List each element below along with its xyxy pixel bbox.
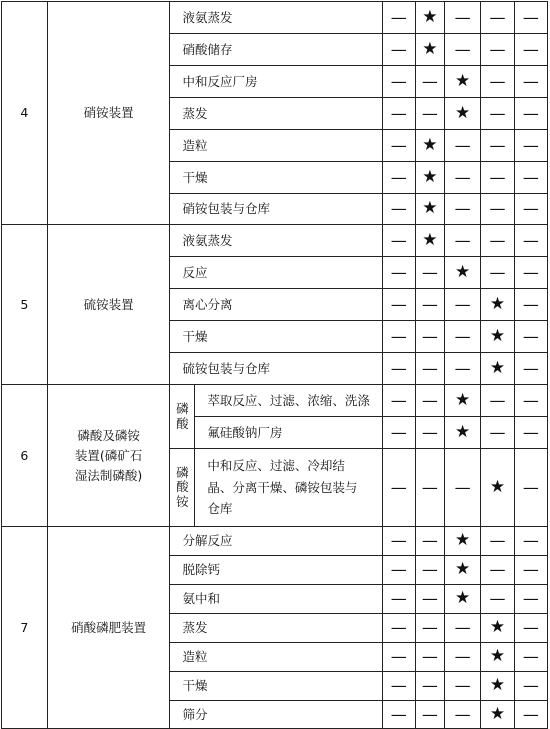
process-name-cell: 硫铵包装与仓库 — [170, 353, 382, 385]
dash-mark-cell: — — [481, 385, 514, 417]
dash-mark-cell: — — [382, 257, 415, 289]
dash-mark-cell: — — [444, 225, 480, 257]
process-name-cell: 蒸发 — [170, 98, 382, 130]
star-mark-cell: ★ — [444, 556, 480, 585]
dash-mark-cell: — — [444, 289, 480, 321]
dash-mark-cell: — — [514, 2, 547, 34]
dash-mark-cell: — — [514, 130, 547, 162]
dash-mark-cell: — — [415, 672, 444, 701]
dash-mark-cell: — — [382, 289, 415, 321]
dash-mark-cell: — — [514, 162, 547, 194]
dash-mark-cell: — — [382, 321, 415, 353]
star-mark-cell: ★ — [481, 643, 514, 672]
dash-mark-cell: — — [382, 353, 415, 385]
star-mark-cell: ★ — [481, 353, 514, 385]
dash-mark-cell: — — [514, 701, 547, 729]
table-row — [2, 2, 548, 34]
device-name-cell — [47, 385, 170, 527]
process-name-cell: 分解反应 — [170, 527, 382, 556]
dash-mark-cell: — — [382, 449, 415, 527]
dash-mark-cell: — — [415, 66, 444, 98]
dash-mark-cell: — — [444, 162, 480, 194]
dash-mark-cell: — — [444, 614, 480, 643]
dash-mark-cell: — — [514, 643, 547, 672]
dash-mark-cell: — — [481, 2, 514, 34]
dash-mark-cell: — — [514, 257, 547, 289]
dash-mark-cell: — — [415, 417, 444, 449]
process-name-cell: 干燥 — [170, 162, 382, 194]
process-name-line: 晶、分离干燥、磷铵包装与 — [207, 479, 358, 495]
dash-mark-cell: — — [382, 225, 415, 257]
dash-mark-cell: — — [514, 672, 547, 701]
star-mark-cell: ★ — [415, 225, 444, 257]
dash-mark-cell: — — [481, 257, 514, 289]
dash-mark-cell: — — [481, 417, 514, 449]
dash-mark-cell: — — [382, 34, 415, 66]
process-name-cell: 干燥 — [170, 672, 382, 701]
dash-mark-cell: — — [415, 701, 444, 729]
dash-mark-cell: — — [415, 385, 444, 417]
star-mark-cell: ★ — [481, 614, 514, 643]
star-mark-cell: ★ — [444, 98, 480, 130]
dash-mark-cell: — — [382, 66, 415, 98]
dash-mark-cell: — — [415, 353, 444, 385]
table-row — [2, 527, 548, 556]
star-mark-cell: ★ — [444, 527, 480, 556]
dash-mark-cell: — — [481, 34, 514, 66]
dash-mark-cell: — — [444, 643, 480, 672]
dash-mark-cell: — — [444, 34, 480, 66]
dash-mark-cell: — — [382, 672, 415, 701]
dash-mark-cell: — — [514, 556, 547, 585]
dash-mark-cell: — — [382, 130, 415, 162]
star-mark-cell: ★ — [481, 449, 514, 527]
process-name-cell: 氟硅酸钠厂房 — [195, 417, 382, 449]
dash-mark-cell: — — [415, 289, 444, 321]
sub-group-label-phosphoric-acid: 磷 酸 — [170, 385, 195, 449]
dash-mark-cell: — — [415, 614, 444, 643]
dash-mark-cell: — — [514, 289, 547, 321]
dash-mark-cell: — — [514, 614, 547, 643]
dash-mark-cell: — — [415, 98, 444, 130]
process-name-cell: 中和反应厂房 — [170, 66, 382, 98]
process-name-cell — [195, 449, 382, 527]
table-row — [2, 385, 548, 417]
process-name-cell: 筛分 — [170, 701, 382, 729]
dash-mark-cell: — — [382, 194, 415, 225]
process-name-cell: 液氨蒸发 — [170, 225, 382, 257]
process-name-cell: 氨中和 — [170, 585, 382, 614]
dash-mark-cell: — — [444, 672, 480, 701]
item-number-cell: 7 — [2, 527, 48, 729]
dash-mark-cell: — — [514, 585, 547, 614]
dash-mark-cell: — — [382, 98, 415, 130]
dash-mark-cell: — — [481, 162, 514, 194]
star-mark-cell: ★ — [415, 194, 444, 225]
process-name-cell: 干燥 — [170, 321, 382, 353]
dash-mark-cell: — — [514, 98, 547, 130]
dash-mark-cell: — — [481, 527, 514, 556]
dash-mark-cell: — — [382, 162, 415, 194]
star-mark-cell: ★ — [415, 130, 444, 162]
dash-mark-cell: — — [444, 321, 480, 353]
dash-mark-cell: — — [444, 701, 480, 729]
dash-mark-cell: — — [382, 527, 415, 556]
star-mark-cell: ★ — [444, 385, 480, 417]
table-row — [2, 225, 548, 257]
star-mark-cell: ★ — [444, 585, 480, 614]
dash-mark-cell: — — [382, 643, 415, 672]
device-name-cell: 硫铵装置 — [47, 225, 170, 385]
process-name-cell: 反应 — [170, 257, 382, 289]
dash-mark-cell: — — [481, 225, 514, 257]
dash-mark-cell: — — [444, 449, 480, 527]
process-name-cell: 硝铵包装与仓库 — [170, 194, 382, 225]
dash-mark-cell: — — [514, 417, 547, 449]
process-name-line: 中和反应、过滤、冷却结 — [207, 457, 345, 473]
hazard-classification-table — [1, 1, 548, 729]
dash-mark-cell: — — [514, 527, 547, 556]
process-name-cell: 脱除钙 — [170, 556, 382, 585]
device-name-line: 磷酸及磷铵 — [77, 427, 140, 443]
star-mark-cell: ★ — [415, 162, 444, 194]
star-mark-cell: ★ — [481, 321, 514, 353]
dash-mark-cell: — — [481, 98, 514, 130]
dash-mark-cell: — — [382, 701, 415, 729]
dash-mark-cell: — — [481, 66, 514, 98]
dash-mark-cell: — — [382, 417, 415, 449]
dash-mark-cell: — — [382, 556, 415, 585]
sub-group-label-ammonium-phosphate: 磷 酸 铵 — [170, 449, 195, 527]
process-name-cell: 液氨蒸发 — [170, 2, 382, 34]
dash-mark-cell: — — [514, 385, 547, 417]
dash-mark-cell: — — [514, 34, 547, 66]
star-mark-cell: ★ — [481, 672, 514, 701]
dash-mark-cell: — — [444, 2, 480, 34]
star-mark-cell: ★ — [481, 289, 514, 321]
dash-mark-cell: — — [415, 556, 444, 585]
item-number-cell: 5 — [2, 225, 48, 385]
process-name-cell: 离心分离 — [170, 289, 382, 321]
star-mark-cell: ★ — [444, 66, 480, 98]
process-name-cell: 萃取反应、过滤、浓缩、洗涤 — [195, 385, 382, 417]
dash-mark-cell: — — [382, 585, 415, 614]
star-mark-cell: ★ — [415, 34, 444, 66]
dash-mark-cell: — — [415, 585, 444, 614]
dash-mark-cell: — — [514, 194, 547, 225]
dash-mark-cell: — — [415, 527, 444, 556]
dash-mark-cell: — — [481, 556, 514, 585]
dash-mark-cell: — — [514, 321, 547, 353]
dash-mark-cell: — — [514, 66, 547, 98]
dash-mark-cell: — — [382, 2, 415, 34]
process-name-cell: 造粒 — [170, 643, 382, 672]
process-name-cell: 造粒 — [170, 130, 382, 162]
star-mark-cell: ★ — [481, 701, 514, 729]
dash-mark-cell: — — [382, 614, 415, 643]
dash-mark-cell: — — [514, 225, 547, 257]
device-name-line: 湿法制磷酸) — [74, 467, 143, 483]
device-name-cell: 硝铵装置 — [47, 2, 170, 225]
dash-mark-cell: — — [514, 353, 547, 385]
dash-mark-cell: — — [481, 194, 514, 225]
dash-mark-cell: — — [444, 353, 480, 385]
dash-mark-cell: — — [415, 321, 444, 353]
dash-mark-cell: — — [415, 643, 444, 672]
star-mark-cell: ★ — [415, 2, 444, 34]
dash-mark-cell: — — [415, 257, 444, 289]
device-name-line: 装置(磷矿石 — [74, 447, 143, 463]
item-number-cell: 4 — [2, 2, 48, 225]
dash-mark-cell: — — [415, 449, 444, 527]
dash-mark-cell: — — [444, 130, 480, 162]
process-name-cell: 硝酸储存 — [170, 34, 382, 66]
process-name-cell: 蒸发 — [170, 614, 382, 643]
process-name-line: 仓库 — [207, 501, 233, 517]
dash-mark-cell: — — [481, 585, 514, 614]
dash-mark-cell: — — [444, 194, 480, 225]
item-number-cell: 6 — [2, 385, 48, 527]
star-mark-cell: ★ — [444, 257, 480, 289]
device-name-cell: 硝酸磷肥装置 — [47, 527, 170, 729]
star-mark-cell: ★ — [444, 417, 480, 449]
dash-mark-cell: — — [382, 385, 415, 417]
dash-mark-cell: — — [514, 449, 547, 527]
dash-mark-cell: — — [481, 130, 514, 162]
